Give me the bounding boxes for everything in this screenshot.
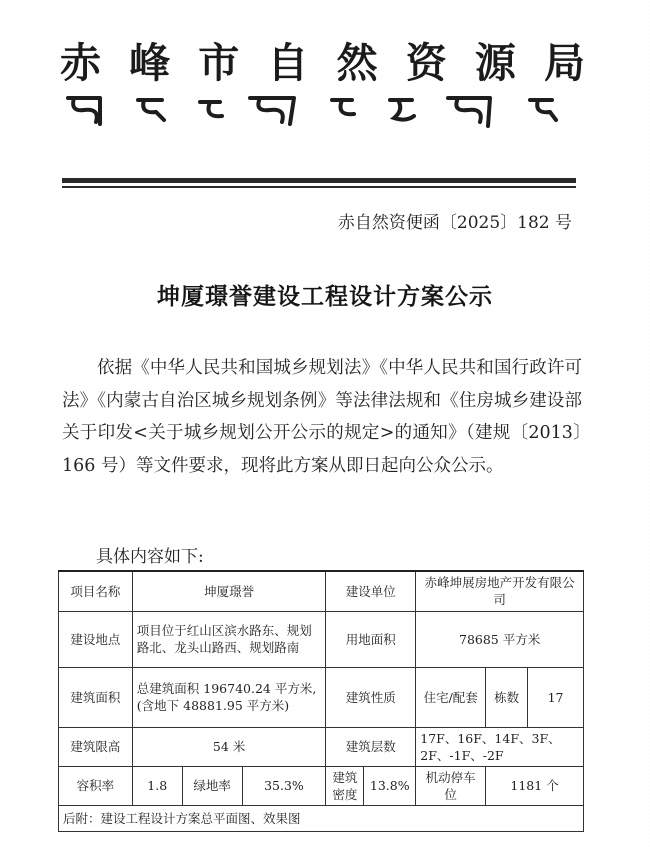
floor-area-value: 总建筑面积 196740.24 平方米,(含地下 48881.95 平方米)	[132, 667, 326, 727]
body-paragraph: 依据《中华人民共和国城乡规划法》《中华人民共和国行政许可法》《内蒙古自治区城乡规划条例》等法律法规和《住房城乡建设部关于印发<关于城乡规划公开公示的规定>的通知》（建规〔2013〕166 号）等文件要求，现将此方案从即日起向公众公示。	[62, 358, 582, 476]
building-count-value: 17	[528, 667, 584, 727]
org-name-char: 源	[474, 39, 516, 87]
header-rule-thin	[62, 186, 576, 188]
floors-label: 建筑层数	[326, 727, 416, 766]
far-value: 1.8	[132, 766, 182, 805]
org-name-char: 峰	[129, 39, 171, 87]
document-number: 赤自然资便函〔2025〕182 号	[337, 213, 572, 233]
org-name-char: 局	[543, 39, 585, 87]
nature-value: 住宅/配套	[416, 667, 486, 727]
org-name-char: 资	[405, 39, 447, 87]
location-value: 项目位于红山区滨水路东、规划路北、龙头山路西、规划路南	[132, 611, 326, 667]
far-label: 容积率	[59, 766, 133, 805]
height-limit-value: 54 米	[132, 727, 326, 766]
parking-value: 1181 个	[486, 766, 584, 805]
land-area-label: 用地面积	[326, 611, 416, 667]
nature-label: 建筑性质	[326, 667, 416, 727]
header-rule-thick	[62, 178, 576, 183]
density-label: 建筑密度	[326, 766, 364, 805]
height-limit-label: 建筑限高	[59, 727, 133, 766]
parking-label: 机动停车位	[416, 766, 486, 805]
land-area-value: 78685 平方米	[416, 611, 584, 667]
project-name-value: 坤厦璟誉	[132, 571, 326, 611]
appendix-note: 后附：建设工程设计方案总平面图、效果图	[59, 805, 584, 831]
building-count-label: 栋数	[486, 667, 528, 727]
document-title: 坤厦璟誉建设工程设计方案公示	[157, 283, 493, 310]
green-label: 绿地率	[182, 766, 242, 805]
org-name-char: 赤	[60, 39, 101, 87]
org-name-char: 自	[267, 39, 309, 87]
project-name-label: 项目名称	[59, 571, 133, 611]
org-name	[60, 30, 585, 89]
developer-value: 赤峰坤展房地产开发有限公司	[416, 571, 584, 611]
density-value: 13.8%	[364, 766, 416, 805]
content-intro: 具体内容如下:	[96, 547, 204, 567]
project-info-table	[58, 570, 584, 832]
location-label: 建设地点	[59, 611, 133, 667]
developer-label: 建设单位	[326, 571, 416, 611]
org-name-char: 市	[198, 39, 240, 87]
mongolian-script-logo	[60, 88, 575, 132]
floor-area-label: 建筑面积	[59, 667, 133, 727]
green-value: 35.3%	[242, 766, 326, 805]
floors-value: 17F、16F、14F、3F、2F、-1F、-2F	[416, 727, 584, 766]
org-name-char: 然	[336, 39, 378, 87]
